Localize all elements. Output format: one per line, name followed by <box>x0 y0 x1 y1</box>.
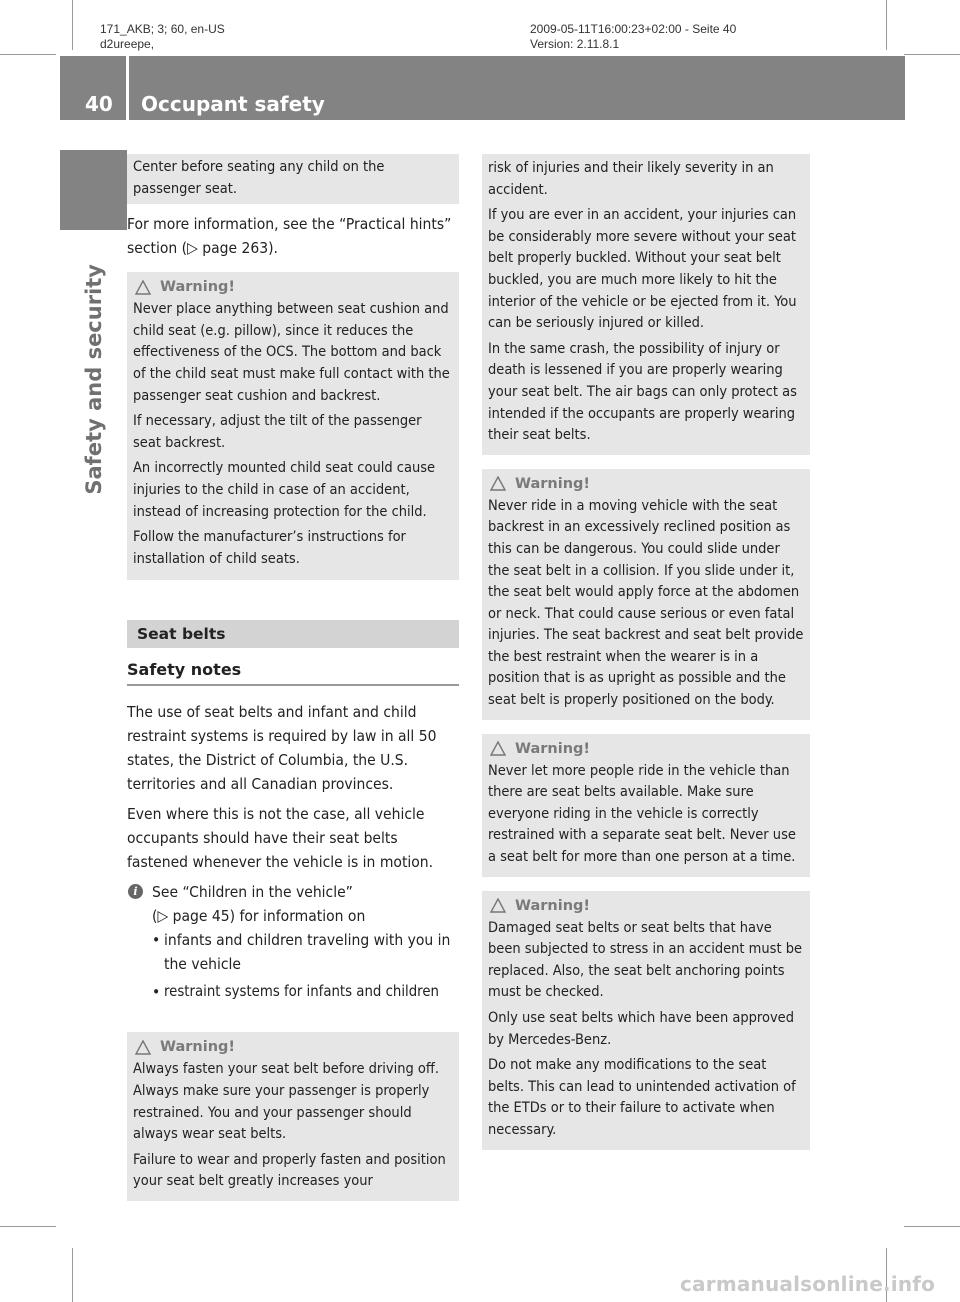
safety-notes-heading <box>127 658 459 686</box>
bullet-dot: • <box>152 931 161 950</box>
continued-p1: risk of injuries and their likely severity in an accident. <box>488 160 774 198</box>
seat-belts-heading-text: Seat belts <box>137 625 226 644</box>
warning-1-p3: An incorrectly mounted child seat could cause injuries to the child in case of an accident, instead of increasing protection for the child. <box>133 460 436 520</box>
seat-belts-heading <box>127 620 459 648</box>
crop-mark <box>72 0 73 50</box>
note-box-top <box>127 154 459 204</box>
warning-5-p2: Only use seat belts which have been approved by Mercedes-Benz. <box>488 1010 794 1048</box>
more-info-text: For more information, see the “Practical hints” section (▷ page 263). <box>127 215 452 258</box>
page-title-bar <box>129 56 905 120</box>
warning-box-5 <box>482 891 810 1150</box>
info-bullet-2-text: restraint systems for infants and children <box>164 983 439 1001</box>
warning-title-1-text: Warning! <box>160 279 236 296</box>
info-note-content <box>152 880 459 1004</box>
warning-box-4 <box>482 734 810 877</box>
warning-5-p3: Do not make any modifications to the seat belts. This can lead to unintended activation of the ETDs or to their failure to activate when necessary. <box>488 1057 796 1138</box>
warning-box-3 <box>482 469 810 720</box>
warning-title-2 <box>133 1036 453 1058</box>
warning-triangle-icon <box>490 741 506 756</box>
warning-1-p4: Follow the manufacturer’s instructions for installation of child seats. <box>133 529 406 567</box>
warning-5-p1: Damaged seat belts or seat belts that have been subjected to stress in an accident must be replaced. Also, the seat belt anchoring points must be checked. <box>488 919 803 1001</box>
info-bullet-2 <box>152 980 459 1004</box>
print-meta-left <box>100 22 225 52</box>
seat-belt-body <box>127 700 459 1004</box>
warning-triangle-icon <box>135 1040 151 1055</box>
warning-4-p1: Never let more people ride in the vehicle than there are seat belts available. Make sure everyone riding in the vehicle is correctly restrained with a separate seat belt. Never use a seat belt for more than one person at a time. <box>488 762 796 866</box>
info-line-1: See “Children in the vehicle” <box>152 883 353 902</box>
warning-3-p1: Never ride in a moving vehicle with the seat backrest in an excessively reclined position as this can be dangerous. You could slide under the seat belt in a collision. If you slide under it, the seat belt would apply force at the abdomen or neck. That could cause serious or even fatal injuries. The seat backrest and seat belt provide the best restraint when the wearer is in a position that is as upright as possible and the seat belt is properly positioned on the body. <box>488 497 804 709</box>
warning-title-5-text: Warning! <box>515 897 591 914</box>
warning-title-4-text: Warning! <box>515 740 591 757</box>
section-label-text: Safety and security <box>82 264 106 495</box>
page-title: Occupant safety <box>141 92 325 116</box>
continued-box <box>482 154 810 455</box>
note-box-top-text: Center before seating any child on the passenger seat. <box>133 159 385 197</box>
print-meta-right <box>530 22 736 52</box>
warning-title-4 <box>488 738 804 760</box>
warning-triangle-icon <box>490 898 506 913</box>
warning-title-3-text: Warning! <box>515 475 591 492</box>
info-bullet-1-text: infants and children traveling with you in the vehicle <box>164 931 451 974</box>
warning-box-2 <box>127 1032 459 1201</box>
crop-mark <box>0 54 56 55</box>
warning-triangle-icon <box>135 280 151 295</box>
right-column <box>482 154 810 1150</box>
body-paragraph-2: Even where this is not the case, all vehicle occupants should have their seat belts fastened whenever the vehicle is in motion. <box>127 805 434 872</box>
section-tab <box>60 150 127 230</box>
warning-title-2-text: Warning! <box>160 1039 236 1056</box>
print-meta-right-line2: Version: 2.11.8.1 <box>530 37 620 51</box>
info-note <box>127 880 459 1004</box>
crop-mark <box>904 1226 960 1227</box>
warning-1-p2: If necessary, adjust the tilt of the passenger seat backrest. <box>133 413 422 451</box>
print-meta-left-line2: d2ureepe, <box>100 37 155 51</box>
left-column <box>127 154 459 1201</box>
safety-notes-heading-text: Safety notes <box>127 660 242 680</box>
warning-2-p2: Failure to wear and properly fasten and position your seat belt greatly increases your <box>133 1151 446 1190</box>
continued-p2: If you are ever in an accident, your injuries can be considerably more severe without your seat belt properly buckled. Without your seat belt buckled, you are much more likely to hit the interior of the vehicle or be ejected from it. You can be seriously injured or killed. <box>488 207 797 332</box>
more-info-paragraph <box>127 212 459 260</box>
print-meta-right-line1: 2009-05-11T16:00:23+02:00 - Seite 40 <box>530 22 737 36</box>
crop-mark <box>904 54 960 55</box>
warning-title-3 <box>488 473 804 495</box>
page-number: 40 <box>85 92 113 116</box>
warning-title-5 <box>488 895 804 917</box>
info-icon: i <box>128 884 143 899</box>
bullet-dot: • <box>152 983 161 1002</box>
section-label <box>74 264 114 580</box>
watermark: carmanualsonline.info <box>680 1272 936 1296</box>
warning-title-1 <box>133 276 453 298</box>
crop-mark <box>72 1248 73 1302</box>
continued-p3: In the same crash, the possibility of injury or death is lessened if you are properly wearing your seat belt. The air bags can only protect as intended if the occupants are properly wearing their seat belts. <box>488 340 797 444</box>
warning-box-1 <box>127 272 459 580</box>
warning-1-p1: Never place anything between seat cushion and child seat (e.g. pillow), since it reduces the effectiveness of the OCS. The bottom and back of the child seat must make full contact with the passenger seat cushion and backrest. <box>133 301 450 404</box>
page-number-box <box>60 56 126 120</box>
warning-2-p1: Always fasten your seat belt before driving off. Always make sure your passenger is properly restrained. You and your passenger should always wear seat belts. <box>133 1061 440 1143</box>
body-paragraph-1: The use of seat belts and infant and child restraint systems is required by law in all 50 states, the District of Columbia, the U.S. territories and all Canadian provinces. <box>127 703 437 794</box>
info-line-2: (▷ page 45) for information on <box>152 907 366 926</box>
print-meta-left-line1: 171_AKB; 3; 60, en-US <box>100 22 225 36</box>
warning-triangle-icon <box>490 476 506 491</box>
info-bullet-1 <box>152 928 459 976</box>
crop-mark <box>886 0 887 50</box>
crop-mark <box>0 1226 56 1227</box>
